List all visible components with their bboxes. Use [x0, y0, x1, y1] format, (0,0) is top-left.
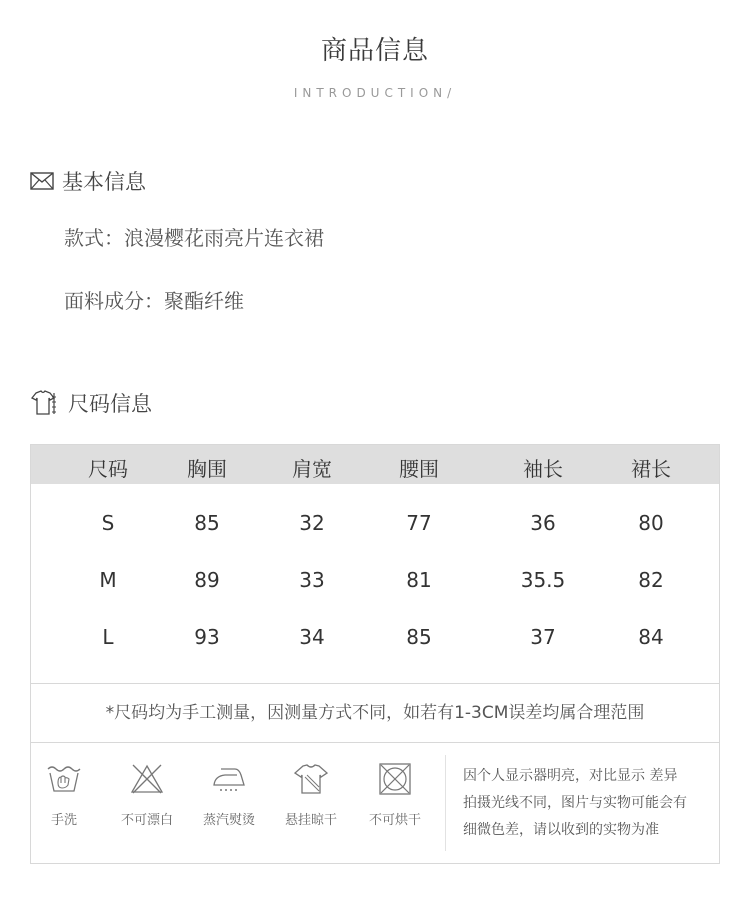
disclaimer-line: 拍摄光线不同，图片与实物可能会有: [463, 795, 687, 811]
care-item-steam-iron: [189, 763, 269, 828]
size-info-heading-label: 尺码信息: [68, 392, 152, 416]
header-cell-sleeve: 袖长: [523, 457, 563, 481]
cell-size: L: [102, 625, 114, 649]
cell-shoulder: 34: [299, 625, 325, 649]
cell-shoulder: 33: [299, 568, 325, 592]
style-line: 款式：浪漫樱花雨亮片连衣裙: [64, 226, 324, 250]
care-label: 不可烘干: [368, 813, 421, 828]
envelope-icon: [30, 172, 54, 190]
care-item-hang-dry: [271, 763, 351, 828]
no-bleach-icon: [129, 763, 165, 795]
care-label: 蒸汽熨烫: [202, 813, 255, 828]
cell-skirt: 82: [638, 568, 664, 592]
cell-bust: 93: [194, 625, 220, 649]
cell-sleeve: 35.5: [520, 568, 566, 592]
care-item-no-bleach: [107, 763, 187, 828]
care-divider: [445, 755, 446, 851]
cell-skirt: 84: [638, 625, 664, 649]
hang-dry-icon: [293, 763, 329, 795]
cell-bust: 85: [194, 511, 220, 535]
header-cell-waist: 腰围: [399, 457, 439, 481]
cell-waist: 77: [406, 511, 432, 535]
cell-waist: 85: [406, 625, 432, 649]
care-item-hand-wash: [24, 763, 104, 828]
basic-info-heading: [30, 166, 146, 196]
care-label: 悬挂晾干: [284, 813, 337, 828]
cell-shoulder: 32: [299, 511, 325, 535]
care-label: 手洗: [50, 813, 77, 828]
size-table: [30, 444, 720, 864]
header-cell-skirt: 裙长: [631, 457, 671, 481]
cell-waist: 81: [406, 568, 432, 592]
size-info-heading: [30, 388, 152, 418]
measurement-note: *尺码均为手工测量，因测量方式不同，如若有1-3CM误差均属合理范围: [31, 683, 719, 743]
care-label: 不可漂白: [120, 813, 173, 828]
steam-iron-icon: [211, 763, 247, 795]
page-subtitle: INTRODUCTION/: [293, 86, 457, 100]
page-title: 商品信息: [320, 36, 429, 66]
fabric-line: 面料成分：聚酯纤维: [64, 289, 244, 313]
cell-skirt: 80: [638, 511, 664, 535]
cell-sleeve: 37: [530, 625, 556, 649]
cell-size: M: [99, 568, 117, 592]
size-table-header: [31, 445, 719, 484]
no-tumble-dry-icon: [377, 763, 413, 795]
cell-size: S: [101, 511, 115, 535]
header-cell-bust: 胸围: [187, 457, 227, 481]
color-disclaimer: [463, 763, 713, 844]
disclaimer-line: 因个人显示器明亮，对比显示 差异: [463, 768, 678, 784]
shirt-icon: [30, 390, 60, 416]
cell-bust: 89: [194, 568, 220, 592]
header-cell-size: 尺码: [88, 457, 128, 481]
basic-info-heading-label: 基本信息: [62, 170, 146, 194]
hand-wash-icon: [46, 763, 82, 795]
header-cell-shoulder: 肩宽: [292, 457, 332, 481]
care-item-no-tumble-dry: [355, 763, 435, 828]
disclaimer-line: 细微色差，请以收到的实物为准: [463, 822, 659, 838]
cell-sleeve: 36: [530, 511, 556, 535]
